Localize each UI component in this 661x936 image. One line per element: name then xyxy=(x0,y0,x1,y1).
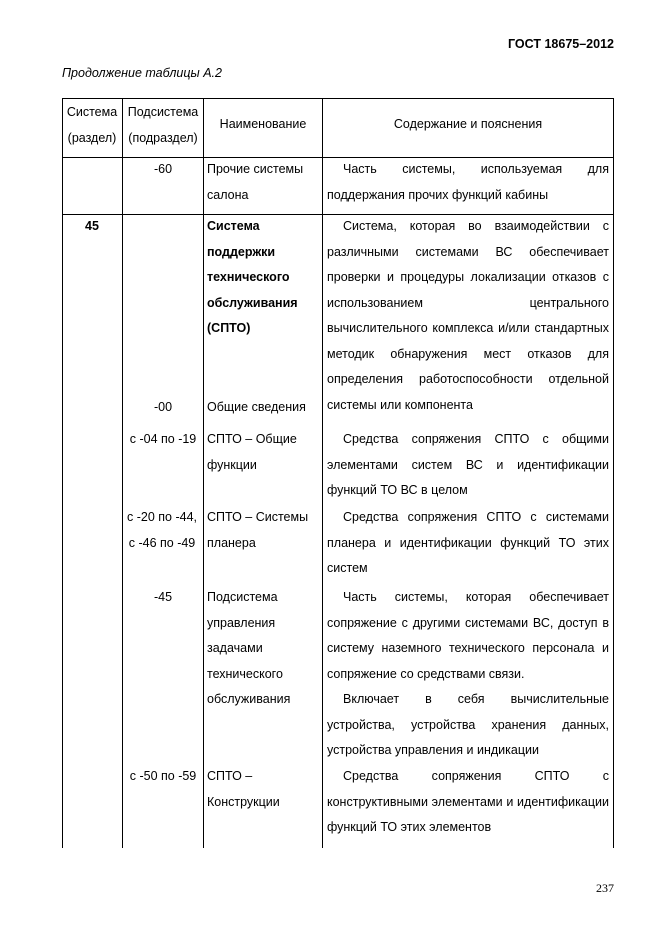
row-name: Прочие системы салона xyxy=(207,162,304,202)
row-name: СПТО – Конструкции xyxy=(207,769,280,809)
row-system: 45 xyxy=(85,219,99,233)
column-divider xyxy=(122,98,123,848)
row-content xyxy=(327,505,609,582)
col-header-subsystem-line2: (подраздел) xyxy=(128,131,198,145)
table-continuation-caption: Продолжение таблицы А.2 xyxy=(62,66,222,80)
row-subsystem: -45 xyxy=(153,590,173,604)
row-content xyxy=(327,427,609,504)
row-content-paragraph: Средства сопряжения СПТО с общими элементами систем ВС и идентификации функций ТО ВС в целом xyxy=(327,432,609,497)
col-header-subsystem xyxy=(123,99,203,151)
table-right-border xyxy=(613,98,614,848)
row-content-paragraph: Средства сопряжения СПТО с системами планера и идентификации функций ТО этих систем xyxy=(327,510,609,575)
standard-number: ГОСТ 18675–2012 xyxy=(508,37,614,51)
row-subsystem: -60 xyxy=(153,162,173,176)
row-content-paragraph: Часть системы, используемая для поддержания прочих функций кабины xyxy=(327,162,609,202)
row-subsystem: с -50 по -59 xyxy=(129,769,197,783)
row-content xyxy=(327,585,609,764)
row-subsystem: с -04 по -19 xyxy=(129,432,197,446)
row-content xyxy=(327,214,609,418)
row-content-paragraph: Средства сопряжения СПТО с конструктивными элементами и идентификации функций ТО этих элементов xyxy=(327,769,609,834)
row-subsystem: -00 xyxy=(153,400,173,414)
row-content xyxy=(327,764,609,841)
row-name: СПТО – Общие функции xyxy=(207,432,297,472)
row-content-paragraph: Система, которая во взаимодействии с различными системами ВС обеспечивает проверки и процедуры локализации отказов с использованием центрального вычислительного комплекса и/или стандартных методик обнаружения мест отказов для определения работоспособности отдельной системы или компонента xyxy=(327,219,609,412)
table-left-border xyxy=(62,98,63,848)
row-content-paragraph: Часть системы, которая обеспечивает сопряжение с другими системами ВС, доступ в систему наземного технического персонала и сопряжение со средствами связи. xyxy=(327,590,609,681)
col-header-system-line2: (раздел) xyxy=(67,131,117,145)
col-header-system xyxy=(63,99,121,151)
col-header-name: Наименование xyxy=(219,117,307,131)
col-header-subsystem-line1: Подсистема xyxy=(127,105,199,119)
column-divider xyxy=(322,98,323,848)
column-divider xyxy=(203,98,204,848)
row-subsystem: с -20 по -44, с -46 по -49 xyxy=(127,510,197,550)
row-name: Подсистема управления задачами технического обслуживания xyxy=(207,590,291,706)
row-name: Общие сведения xyxy=(207,400,306,414)
row-name: СПТО – Системы планера xyxy=(207,510,309,550)
page-number: 237 xyxy=(596,881,614,895)
row-content-paragraph: Включает в себя вычислительные устройства, устройства хранения данных, устройства управления и индикации xyxy=(327,692,609,757)
col-header-content: Содержание и пояснения xyxy=(393,117,543,131)
row-content xyxy=(327,157,609,208)
row-name: Система поддержки технического обслуживания (СПТО) xyxy=(207,219,298,335)
col-header-system-line1: Система xyxy=(66,105,118,119)
